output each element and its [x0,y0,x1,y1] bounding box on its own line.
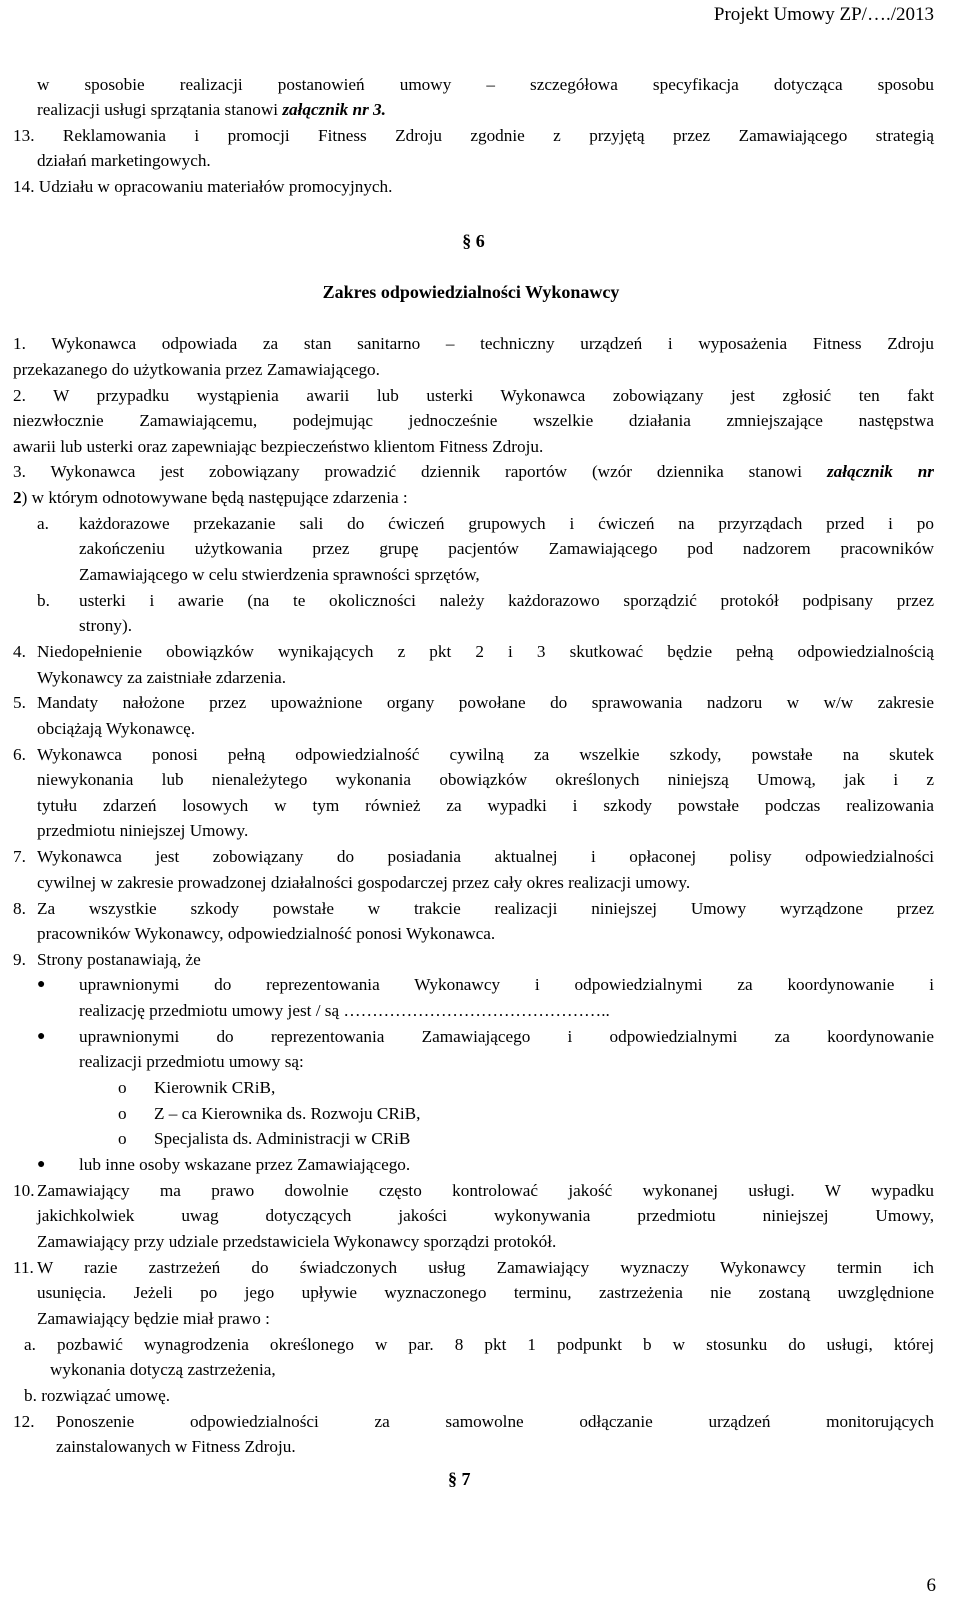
paragraph-5: Mandaty nałożone przez upoważnione organy powołane do sprawowania nadzoru w w/w zakresie [37,693,934,712]
paragraph-6-cont: niewykonania lub nienależytego wykonania obowiązków określonych niniejszą Umową, jak i z [37,770,934,789]
paragraph-10-cont: Zamawiający przy udziale przedstawiciela Wykonawcy sporządzi protokół. [37,1232,557,1251]
list-item-b: usterki i awarie (na te okoliczności należy każdorazowo sporządzić protokół podpisany przez [79,591,934,610]
attachment-ref: załącznik nr [826,462,934,481]
text: ) w którym odnotowywane będą następujące zdarzenia : [21,488,408,507]
paragraph-7: Wykonawca jest zobowiązany do posiadania aktualnej i opłaconej polisy odpowiedzialności [37,847,934,866]
paragraph-8-cont: pracowników Wykonawcy, odpowiedzialność ponosi Wykonawca. [37,924,496,943]
sub-bullet-item: Kierownik CRiB, [154,1078,276,1097]
list-marker: 7. [13,847,26,866]
paragraph-10: Zamawiający ma prawo dowolnie często kontrolować jakość wykonanej usługi. W wypadku [37,1181,934,1200]
continuation-line: w sposobie realizacji postanowień umowy – szczegółowa specyfikacja dotycząca sposobu [37,75,934,94]
bullet-icon: ● [37,977,46,992]
list-marker: 6. [13,745,26,764]
section-number: § 7 [448,1469,471,1489]
page-number: 6 [926,1575,936,1597]
sub-bullet-marker: o [118,1129,127,1148]
continuation-line [37,97,386,123]
section-title: Zakres odpowiedzialności Wykonawcy [322,282,620,302]
paragraph-6: Wykonawca ponosi pełną odpowiedzialność cywilną za wszelkie szkody, powstałe na skutek [37,745,934,764]
sub-bullet-item: Z – ca Kierownika ds. Rozwoju CRiB, [154,1104,421,1123]
item-13-cont: działań marketingowych. [37,151,211,170]
paragraph-11-item-b: b. rozwiązać umowę. [24,1386,171,1405]
paragraph-3 [13,459,934,485]
text: 3. Wykonawca jest zobowiązany prowadzić dziennik raportów (wzór dziennika stanowi [13,462,827,481]
list-item-a-cont: zakończeniu użytkowania przez grupę pacjentów Zamawiającego pod nadzorem pracowników [79,539,934,558]
bullet-icon: ● [37,1157,46,1172]
paragraph-11-cont: Zamawiający będzie miał prawo : [37,1309,270,1328]
paragraph-9: Strony postanawiają, że [37,950,201,969]
paragraph-7-cont: cywilnej w zakresie prowadzonej działalności gospodarczej przez cały okres realizacji umowy. [37,873,691,892]
section-number: § 6 [462,231,485,251]
paragraph-4-cont: Wykonawcy za zaistniałe zdarzenia. [37,668,286,687]
bullet-item: uprawnionymi do reprezentowania Zamawiającego i odpowiedzialnymi za koordynowanie [79,1027,934,1046]
list-marker: b. [37,591,50,610]
list-item-a-cont: Zamawiającego w celu stwierdzenia sprawności sprzętów, [79,565,480,584]
sub-bullet-marker: o [118,1104,127,1123]
paragraph-2-cont: awarii lub usterki oraz zapewniając bezpieczeństwo klientom Fitness Zdroju. [13,437,544,456]
paragraph-11: W razie zastrzeżeń do świadczonych usług Zamawiający wyznaczy Wykonawcy termin ich [37,1258,934,1277]
document-header: Projekt Umowy ZP/…./2013 [713,4,934,25]
attachment-number: 2 [13,488,22,507]
paragraph-3-cont [13,485,408,511]
paragraph-10-cont: jakichkolwiek uwag dotyczących jakości wykonywania przedmiotu niniejszej Umowy, [37,1206,934,1225]
bullet-item-cont: realizacji przedmiotu umowy są: [79,1052,304,1071]
list-marker: 11. [13,1258,34,1277]
list-marker: 8. [13,899,26,918]
paragraph-8: Za wszystkie szkody powstałe w trakcie realizacji niniejszej Umowy wyrządzone przez [37,899,934,918]
bullet-icon: ● [37,1029,46,1044]
paragraph-1: 1. Wykonawca odpowiada za stan sanitarno – techniczny urządzeń i wyposażenia Fitness Zdroju [13,334,934,353]
item-14: 14. Udziału w opracowaniu materiałów promocyjnych. [13,177,393,196]
list-item-a: każdorazowe przekazanie sali do ćwiczeń grupowych i ćwiczeń na przyrządach przed i po [79,514,934,533]
paragraph-11-item-a-cont: wykonania dotyczą zastrzeżenia, [50,1360,276,1379]
paragraph-6-cont: przedmiotu niniejszej Umowy. [37,821,249,840]
bullet-item: lub inne osoby wskazane przez Zamawiającego. [79,1155,411,1174]
paragraph-4: Niedopełnienie obowiązków wynikających z pkt 2 i 3 skutkować będzie pełną odpowiedzialnością [37,642,934,661]
attachment-ref: załącznik nr 3. [282,100,386,119]
paragraph-1-cont: przekazanego do użytkowania przez Zamawiającego. [13,360,380,379]
list-marker: 12. [13,1412,35,1431]
list-marker: 5. [13,693,26,712]
paragraph-2-cont: niezwłocznie Zamawiającemu, podejmując jednocześnie wszelkie działania zmniejszające następstwa [13,411,934,430]
list-marker: 4. [13,642,26,661]
paragraph-11-item-a: a. pozbawić wynagrodzenia określonego w par. 8 pkt 1 podpunkt b w stosunku do usługi, której [24,1335,934,1354]
paragraph-12-cont: zainstalowanych w Fitness Zdroju. [56,1437,296,1456]
item-13: 13. Reklamowania i promocji Fitness Zdroju zgodnie z przyjętą przez Zamawiającego strategią [13,126,934,145]
list-marker: 10. [13,1181,35,1200]
text: realizacji usługi sprzątania stanowi [37,100,283,119]
bullet-item: uprawnionymi do reprezentowania Wykonawcy i odpowiedzialnymi za koordynowanie i [79,975,934,994]
sub-bullet-marker: o [118,1078,127,1097]
list-marker: a. [37,514,49,533]
list-item-b-cont: strony). [79,616,132,635]
paragraph-6-cont: tytułu zdarzeń losowych w tym również za wypadki i szkody powstałe podczas realizowania [37,796,934,815]
list-marker: 9. [13,950,26,969]
paragraph-5-cont: obciążają Wykonawcę. [37,719,196,738]
paragraph-2: 2. W przypadku wystąpienia awarii lub usterki Wykonawca zobowiązany jest zgłosić ten fakt [13,386,934,405]
bullet-item-cont: realizację przedmiotu umowy jest / są ……………………………………….. [79,1001,610,1020]
sub-bullet-item: Specjalista ds. Administracji w CRiB [154,1129,411,1148]
paragraph-11-cont: usunięcia. Jeżeli po jego upływie wyznaczonego terminu, zastrzeżenia nie zostaną uwzględnione [37,1283,934,1302]
paragraph-12: Ponoszenie odpowiedzialności za samowolne odłączanie urządzeń monitorujących [56,1412,934,1431]
